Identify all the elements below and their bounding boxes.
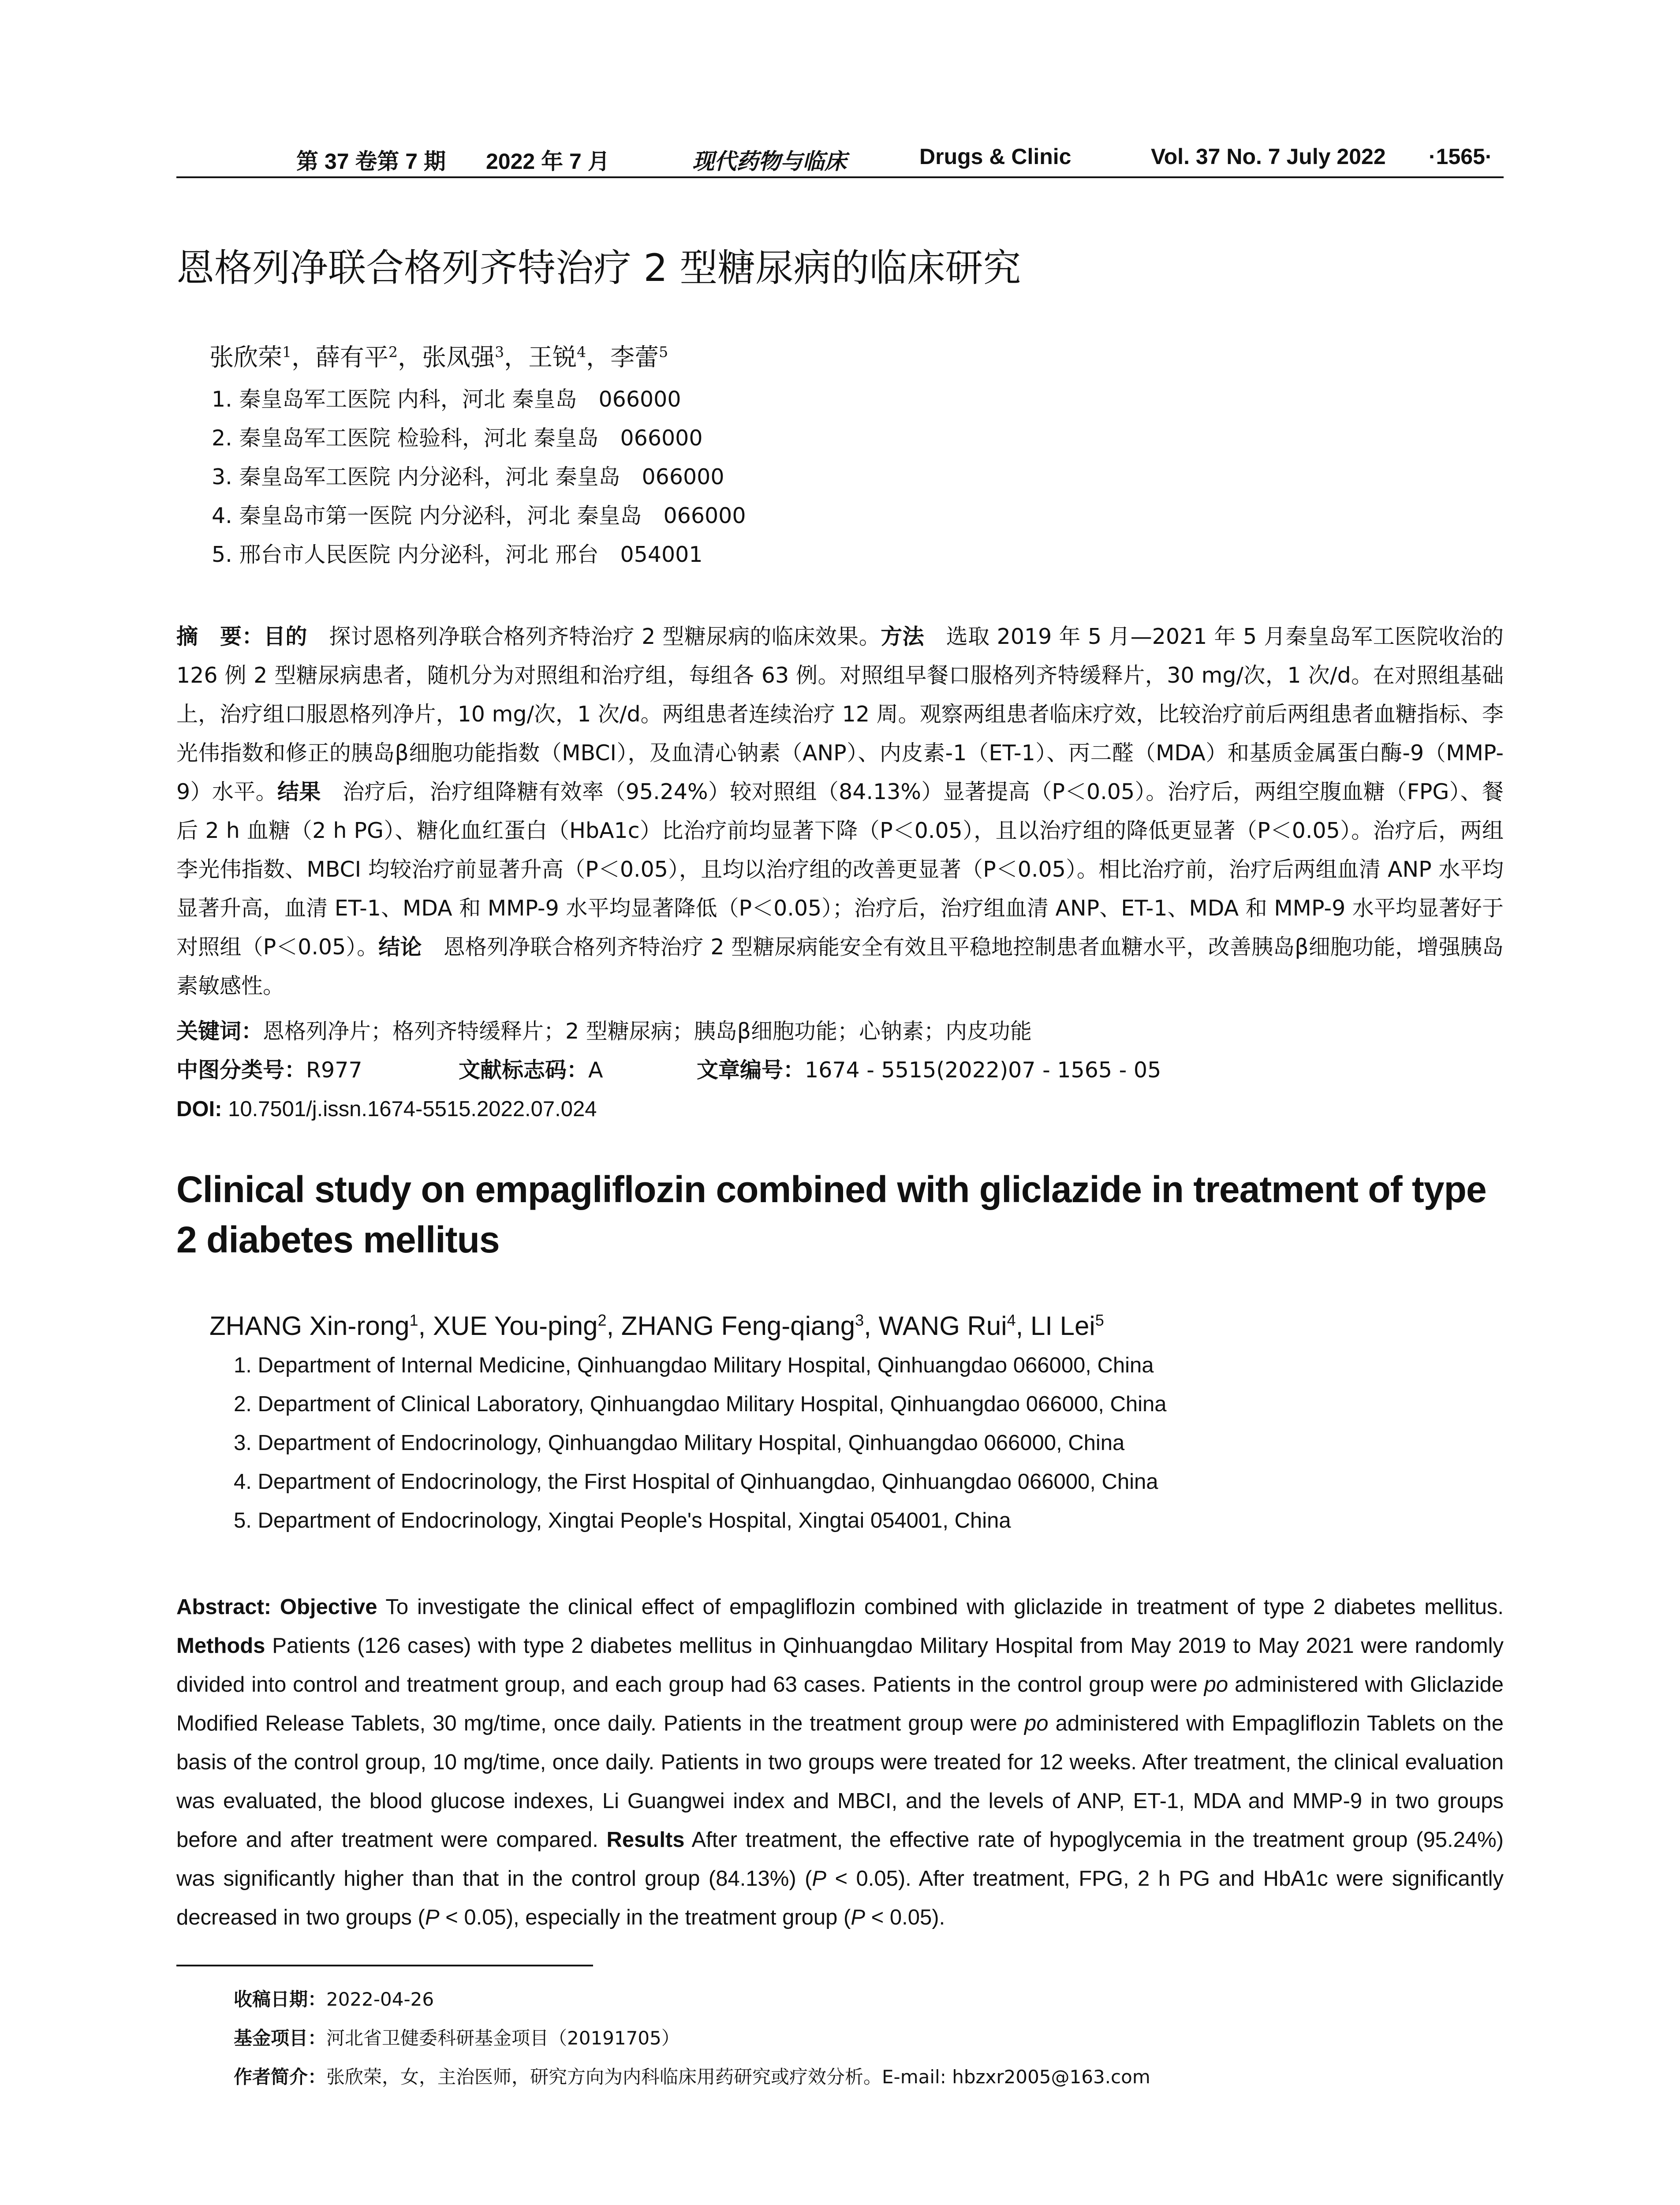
clc-value: R977 <box>306 1058 362 1083</box>
author-name: LI Lei <box>1030 1311 1095 1341</box>
keywords-label: 关键词： <box>176 1019 263 1044</box>
article-no-value: 1674 - 5515(2022)07 - 1565 - 05 <box>805 1058 1161 1083</box>
objective-label: 目的 <box>263 624 307 649</box>
author-affil-sup: 1 <box>409 1311 418 1329</box>
author-separator: , <box>606 1311 621 1341</box>
chinese-abstract <box>176 617 1504 1005</box>
objective-text: 探讨恩格列净联合格列齐特治疗 2 型糖尿病的临床效果。 <box>307 624 881 649</box>
affiliation-item: 4. Department of Endocrinology, the First Hospital of Qinhuangdao, Qinhuangdao 066000, China <box>234 1470 1158 1494</box>
conclusion-label: 结论 <box>378 934 422 960</box>
methods-label: Methods <box>176 1634 265 1658</box>
affiliation-item: 2. Department of Clinical Laboratory, Qinhuangdao Military Hospital, Qinhuangdao 066000, China <box>234 1392 1167 1416</box>
author-name: 李蕾 <box>610 343 659 371</box>
affiliation-item: 4. 秦皇岛市第一医院 内分泌科，河北 秦皇岛 066000 <box>212 503 746 528</box>
author-affil-sup: 3 <box>855 1311 864 1329</box>
methods-text: 选取 2019 年 5 月—2021 年 5 月秦皇岛军工医院收治的 126 例 2 型糖尿病患者，随机分为对照组和治疗组，每组各 63 例。对照组早餐口服格列齐特缓释片，30 mg/次，1 次/d。在对照组基础上，治疗组口服恩格列净片，10 mg/次，1 次/d。两组患者连续治疗 12 周。观察两组患者临床疗效，比较治疗前后两组患者血糖指标、李光伟指数和修正的胰岛β细胞功能指数（MBCI），及血清心钠素（ANP）、内皮素-1（ET-1）、丙二醛（MDA）和基质金属蛋白酶-9（MMP-9）水平。 <box>176 624 1504 804</box>
objective-label: Objective <box>280 1595 377 1619</box>
methods-label: 方法 <box>881 624 925 649</box>
english-authors <box>209 1306 1104 1346</box>
author-separator: ， <box>504 343 529 371</box>
clc-label: 中图分类号： <box>176 1058 306 1083</box>
author-affil-sup: 1 <box>282 343 292 361</box>
author-name: WANG Rui <box>878 1311 1007 1341</box>
conclusion-text: 恩格列净联合格列齐特治疗 2 型糖尿病能安全有效且平稳地控制患者血糖水平，改善胰岛β细胞功能，增强胰岛素敏感性。 <box>176 934 1504 998</box>
header-journal-cn: 现代药物与临床 <box>692 148 847 174</box>
article-no-label: 文章编号： <box>697 1058 805 1083</box>
doc-code-field <box>459 1051 603 1090</box>
header-page-number: ·1565· <box>1429 144 1493 169</box>
author-affil-sup: 2 <box>388 343 398 361</box>
results-text: < 0.05), especially in the treatment group ( <box>439 1906 851 1929</box>
header-journal-en: Drugs & Clinic <box>919 144 1071 169</box>
author-affil-sup: 3 <box>495 343 504 361</box>
p-symbol: P <box>851 1906 866 1929</box>
chinese-keywords <box>176 1012 1032 1051</box>
author-name: 王锐 <box>528 343 577 371</box>
methods-text: administered with Gliclazide Modified Release Tablets, 30 mg/time, once daily. Patients in the treatment group were <box>176 1673 1504 1735</box>
header-volume-en: Vol. 37 No. 7 July 2022 <box>1151 144 1386 169</box>
header-date-cn: 2022 年 7 月 <box>486 149 610 174</box>
doi-line <box>176 1090 597 1129</box>
author-name: ZHANG Xin-rong <box>209 1311 410 1341</box>
author-name: 张欣荣 <box>209 343 283 371</box>
abstract-label: 摘 要： <box>176 624 264 649</box>
footnote-author <box>234 2058 1150 2097</box>
chinese-affiliations <box>212 380 746 574</box>
affiliation-item: 2. 秦皇岛军工医院 检验科，河北 秦皇岛 066000 <box>212 426 703 451</box>
clc-field <box>176 1051 362 1090</box>
fund-label: 基金项目： <box>234 2027 327 2049</box>
english-affiliations <box>234 1346 1167 1540</box>
objective-text: To investigate the clinical effect of empagliflozin combined with gliclazide in treatment of type 2 diabetes mellitus. <box>377 1595 1504 1619</box>
received-label: 收稿日期： <box>234 1988 327 2010</box>
results-text: 治疗后，治疗组降糖有效率（95.24%）较对照组（84.13%）显著提高（P＜0.05）。治疗后，两组空腹血糖（FPG）、餐后 2 h 血糖（2 h PG）、糖化血红蛋白（HbA1c）比治疗前均显著下降（P＜0.05），且以治疗组的降低更显著（P＜0.05）。治疗后，两组李光伟指数、MBCI 均较治疗前显著升高（P＜0.05），且均以治疗组的改善更显著（P＜0.05）。相比治疗前，治疗后两组血清 ANP 水平均显著升高，血清 ET-1、MDA 和 MMP-9 水平均显著降低（P＜0.05）；治疗后，治疗组血清 ANP、ET-1、MDA 和 MMP-9 水平均显著好于对照组（P＜0.05）。 <box>176 779 1504 960</box>
author-affil-sup: 5 <box>1095 1311 1104 1329</box>
methods-text: administered with Empagliflozin Tablets on the basis of the control group, 10 mg/time, once daily. Patients in two groups were treated for 12 weeks. After treatment, the clinical evaluation was evaluated, the blood glucose indexes, Li Guangwei index and MBCI, and the levels of ANP, ET-1, MDA and MMP-9 in two groups before and after treatment were compared. <box>176 1712 1504 1852</box>
footnote-received <box>234 1980 1150 2019</box>
results-label: 结果 <box>277 779 321 804</box>
header-volume-cn: 第 37 卷第 7 期 <box>296 149 446 174</box>
affiliation-item: 5. 邢台市人民医院 内分泌科，河北 邢台 054001 <box>212 542 703 567</box>
author-bio-label: 作者简介： <box>234 2066 327 2088</box>
abstract-label: Abstract: <box>176 1595 272 1619</box>
affiliation-item: 1. 秦皇岛军工医院 内科，河北 秦皇岛 066000 <box>212 387 681 412</box>
author-separator: ， <box>586 343 611 371</box>
results-label: Results <box>606 1828 685 1852</box>
results-text: < 0.05). After treatment, FPG, 2 h PG and HbA1c were significantly decreased in two groups ( <box>176 1867 1504 1929</box>
fund-text: 河北省卫健委科研基金项目（20191705） <box>326 2027 680 2049</box>
running-header <box>176 140 1504 176</box>
keywords-text: 恩格列净片；格列齐特缓释片；2 型糖尿病；胰岛β细胞功能；心钠素；内皮功能 <box>263 1019 1032 1044</box>
header-rule <box>176 176 1504 178</box>
results-text: < 0.05). <box>865 1906 945 1929</box>
author-name: ZHANG Feng-qiang <box>621 1311 855 1341</box>
author-separator: ， <box>291 343 316 371</box>
doc-code-value: A <box>588 1058 603 1083</box>
author-name: XUE You-ping <box>433 1311 598 1341</box>
classification-line <box>176 1051 1504 1090</box>
received-date: 2022-04-26 <box>326 1988 434 2010</box>
author-affil-sup: 4 <box>577 343 586 361</box>
doi-link[interactable]: 10.7501/j.issn.1674-5515.2022.07.024 <box>228 1097 597 1121</box>
results-text: After treatment, the effective rate of hypoglycemia in the treatment group (95.24%) was significantly higher than that in the control group (84.13%) ( <box>176 1828 1504 1891</box>
doi-label: DOI: <box>176 1097 222 1121</box>
author-separator: , <box>1015 1311 1030 1341</box>
article-no-field <box>697 1051 1161 1090</box>
author-name: 张凤强 <box>422 343 495 371</box>
author-separator: ， <box>398 343 422 371</box>
p-symbol: P <box>812 1867 827 1891</box>
affiliation-item: 3. Department of Endocrinology, Qinhuangdao Military Hospital, Qinhuangdao 066000, China <box>234 1431 1125 1455</box>
p-symbol: P <box>425 1906 440 1929</box>
doc-code-label: 文献标志码： <box>459 1058 589 1083</box>
author-separator: , <box>418 1311 433 1341</box>
chinese-title: 恩格列净联合格列齐特治疗 2 型糖尿病的临床研究 <box>176 246 1021 290</box>
author-separator: , <box>864 1311 879 1341</box>
author-affil-sup: 5 <box>659 343 668 361</box>
author-name: 薛有平 <box>316 343 389 371</box>
affiliation-item: 5. Department of Endocrinology, Xingtai People's Hospital, Xingtai 054001, China <box>234 1509 1011 1532</box>
po-term: po <box>1024 1712 1049 1735</box>
author-affil-sup: 2 <box>597 1311 607 1329</box>
affiliation-item: 1. Department of Internal Medicine, Qinhuangdao Military Hospital, Qinhuangdao 066000, China <box>234 1353 1154 1377</box>
author-affil-sup: 4 <box>1007 1311 1016 1329</box>
english-title: Clinical study on empagliflozin combined with gliclazide in treatment of type 2 diabetes mellitus <box>176 1169 1486 1260</box>
chinese-authors <box>209 340 668 375</box>
footnote-fund <box>234 2019 1150 2058</box>
affiliation-item: 3. 秦皇岛军工医院 内分泌科，河北 秦皇岛 066000 <box>212 464 724 490</box>
english-abstract <box>176 1588 1504 1937</box>
author-bio-text: 张欣荣，女，主治医师，研究方向为内科临床用药研究或疗效分析。E-mail: hbzxr2005@163.com <box>326 2066 1150 2088</box>
footnotes <box>234 1980 1150 2097</box>
po-term: po <box>1204 1673 1228 1697</box>
methods-text: Patients (126 cases) with type 2 diabetes mellitus in Qinhuangdao Military Hospital from May 2019 to May 2021 were randomly divided into control and treatment group, and each group had 63 cases. Patients in the control group were <box>176 1634 1504 1697</box>
footnote-rule <box>176 1965 593 1966</box>
